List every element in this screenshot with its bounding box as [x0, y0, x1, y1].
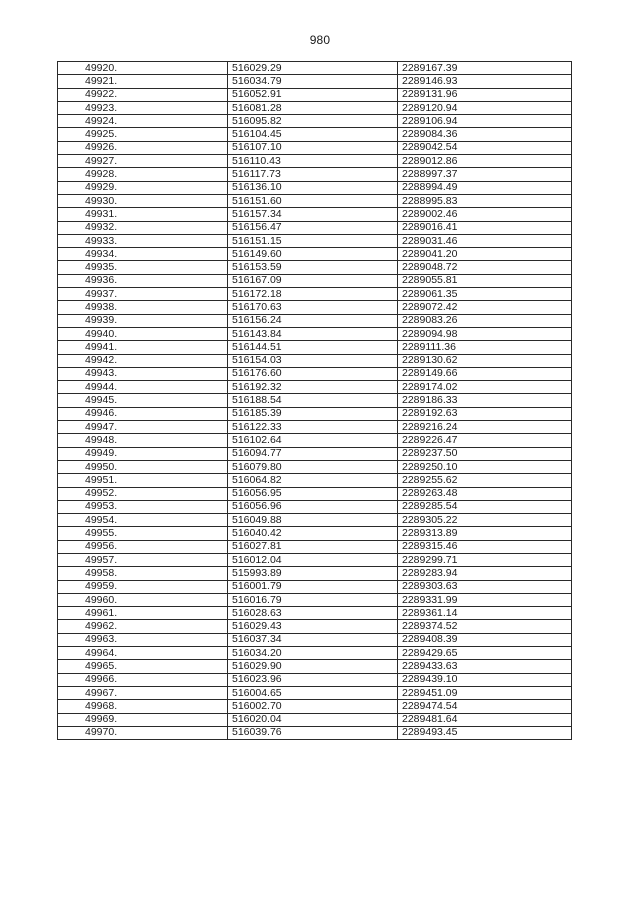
point-id-cell: 49959.: [58, 580, 228, 593]
x-coordinate-cell: 516028.63: [228, 607, 398, 620]
point-id-cell: 49958.: [58, 567, 228, 580]
table-row: [58, 341, 572, 354]
x-coordinate-cell: 516094.77: [228, 447, 398, 460]
table-row: [58, 248, 572, 261]
table-row: [58, 288, 572, 301]
point-id-cell: 49922.: [58, 88, 228, 101]
table-row: [58, 647, 572, 660]
point-id-cell: 49956.: [58, 540, 228, 553]
point-id-cell: 49934.: [58, 248, 228, 261]
point-id-cell: 49953.: [58, 500, 228, 513]
table-row: [58, 567, 572, 580]
table-row: [58, 301, 572, 314]
table-row: [58, 407, 572, 420]
coordinate-table: [57, 61, 572, 740]
y-coordinate-cell: 2289250.10: [398, 460, 572, 473]
x-coordinate-cell: 516154.03: [228, 354, 398, 367]
y-coordinate-cell: 2289433.63: [398, 660, 572, 673]
x-coordinate-cell: 516079.80: [228, 460, 398, 473]
table-row: [58, 686, 572, 699]
table-row: [58, 434, 572, 447]
y-coordinate-cell: 2289331.99: [398, 593, 572, 606]
table-row: [58, 460, 572, 473]
point-id-cell: 49920.: [58, 62, 228, 75]
y-coordinate-cell: 2289408.39: [398, 633, 572, 646]
x-coordinate-cell: 516095.82: [228, 115, 398, 128]
x-coordinate-cell: 516040.42: [228, 527, 398, 540]
page-number: 980: [309, 33, 331, 47]
point-id-cell: 49964.: [58, 647, 228, 660]
y-coordinate-cell: 2289303.63: [398, 580, 572, 593]
y-coordinate-cell: 2289130.62: [398, 354, 572, 367]
x-coordinate-cell: 516107.10: [228, 141, 398, 154]
point-id-cell: 49925.: [58, 128, 228, 141]
x-coordinate-cell: 516153.59: [228, 261, 398, 274]
x-coordinate-cell: 516110.43: [228, 155, 398, 168]
table-row: [58, 62, 572, 75]
x-coordinate-cell: 516144.51: [228, 341, 398, 354]
point-id-cell: 49948.: [58, 434, 228, 447]
table-row: [58, 713, 572, 726]
y-coordinate-cell: 2289111.36: [398, 341, 572, 354]
y-coordinate-cell: 2289429.65: [398, 647, 572, 660]
x-coordinate-cell: 516151.60: [228, 194, 398, 207]
table-row: [58, 354, 572, 367]
point-id-cell: 49950.: [58, 460, 228, 473]
point-id-cell: 49929.: [58, 181, 228, 194]
table-row: [58, 75, 572, 88]
point-id-cell: 49924.: [58, 115, 228, 128]
x-coordinate-cell: 516172.18: [228, 288, 398, 301]
table-row: [58, 128, 572, 141]
point-id-cell: 49951.: [58, 474, 228, 487]
x-coordinate-cell: 516081.28: [228, 101, 398, 114]
x-coordinate-cell: 516001.79: [228, 580, 398, 593]
y-coordinate-cell: 2289002.46: [398, 208, 572, 221]
y-coordinate-cell: 2289055.81: [398, 274, 572, 287]
point-id-cell: 49960.: [58, 593, 228, 606]
point-id-cell: 49944.: [58, 381, 228, 394]
point-id-cell: 49923.: [58, 101, 228, 114]
y-coordinate-cell: 2289072.42: [398, 301, 572, 314]
y-coordinate-cell: 2289237.50: [398, 447, 572, 460]
point-id-cell: 49962.: [58, 620, 228, 633]
point-id-cell: 49966.: [58, 673, 228, 686]
y-coordinate-cell: 2289012.86: [398, 155, 572, 168]
point-id-cell: 49936.: [58, 274, 228, 287]
point-id-cell: 49968.: [58, 700, 228, 713]
x-coordinate-cell: 516029.43: [228, 620, 398, 633]
y-coordinate-cell: 2289216.24: [398, 421, 572, 434]
y-coordinate-cell: 2289299.71: [398, 553, 572, 566]
y-coordinate-cell: 2289451.09: [398, 686, 572, 699]
point-id-cell: 49935.: [58, 261, 228, 274]
table-row: [58, 327, 572, 340]
point-id-cell: 49963.: [58, 633, 228, 646]
y-coordinate-cell: 2289146.93: [398, 75, 572, 88]
point-id-cell: 49942.: [58, 354, 228, 367]
table-row: [58, 141, 572, 154]
table-row: [58, 726, 572, 739]
point-id-cell: 49947.: [58, 421, 228, 434]
x-coordinate-cell: 516167.09: [228, 274, 398, 287]
x-coordinate-cell: 516023.96: [228, 673, 398, 686]
x-coordinate-cell: 516170.63: [228, 301, 398, 314]
point-id-cell: 49931.: [58, 208, 228, 221]
table-row: [58, 115, 572, 128]
table-row: [58, 474, 572, 487]
table-row: [58, 155, 572, 168]
y-coordinate-cell: 2289481.64: [398, 713, 572, 726]
y-coordinate-cell: 2289305.22: [398, 514, 572, 527]
x-coordinate-cell: 516122.33: [228, 421, 398, 434]
x-coordinate-cell: 516049.88: [228, 514, 398, 527]
y-coordinate-cell: 2289016.41: [398, 221, 572, 234]
x-coordinate-cell: 516020.04: [228, 713, 398, 726]
y-coordinate-cell: 2289106.94: [398, 115, 572, 128]
table-row: [58, 194, 572, 207]
y-coordinate-cell: 2288995.83: [398, 194, 572, 207]
point-id-cell: 49965.: [58, 660, 228, 673]
x-coordinate-cell: 516136.10: [228, 181, 398, 194]
x-coordinate-cell: 515993.89: [228, 567, 398, 580]
y-coordinate-cell: 2289041.20: [398, 248, 572, 261]
point-id-cell: 49939.: [58, 314, 228, 327]
point-id-cell: 49937.: [58, 288, 228, 301]
x-coordinate-cell: 516188.54: [228, 394, 398, 407]
point-id-cell: 49945.: [58, 394, 228, 407]
y-coordinate-cell: 2289167.39: [398, 62, 572, 75]
point-id-cell: 49938.: [58, 301, 228, 314]
y-coordinate-cell: 2289315.46: [398, 540, 572, 553]
y-coordinate-cell: 2289120.94: [398, 101, 572, 114]
table-row: [58, 593, 572, 606]
x-coordinate-cell: 516064.82: [228, 474, 398, 487]
table-row: [58, 221, 572, 234]
table-row: [58, 540, 572, 553]
point-id-cell: 49970.: [58, 726, 228, 739]
table-row: [58, 553, 572, 566]
y-coordinate-cell: 2289285.54: [398, 500, 572, 513]
y-coordinate-cell: 2289083.26: [398, 314, 572, 327]
table-row: [58, 88, 572, 101]
y-coordinate-cell: 2289374.52: [398, 620, 572, 633]
x-coordinate-cell: 516037.34: [228, 633, 398, 646]
table-row: [58, 101, 572, 114]
y-coordinate-cell: 2289084.36: [398, 128, 572, 141]
table-row: [58, 580, 572, 593]
table-row: [58, 487, 572, 500]
table-row: [58, 314, 572, 327]
point-id-cell: 49930.: [58, 194, 228, 207]
y-coordinate-cell: 2289174.02: [398, 381, 572, 394]
table-row: [58, 660, 572, 673]
point-id-cell: 49927.: [58, 155, 228, 168]
x-coordinate-cell: 516176.60: [228, 367, 398, 380]
y-coordinate-cell: 2289255.62: [398, 474, 572, 487]
table-row: [58, 381, 572, 394]
x-coordinate-cell: 516034.79: [228, 75, 398, 88]
point-id-cell: 49943.: [58, 367, 228, 380]
table-row: [58, 633, 572, 646]
y-coordinate-cell: 2288994.49: [398, 181, 572, 194]
y-coordinate-cell: 2289493.45: [398, 726, 572, 739]
x-coordinate-cell: 516034.20: [228, 647, 398, 660]
y-coordinate-cell: 2289042.54: [398, 141, 572, 154]
x-coordinate-cell: 516016.79: [228, 593, 398, 606]
point-id-cell: 49933.: [58, 234, 228, 247]
y-coordinate-cell: 2288997.37: [398, 168, 572, 181]
point-id-cell: 49921.: [58, 75, 228, 88]
table-row: [58, 700, 572, 713]
table-row: [58, 607, 572, 620]
coordinate-table-body: [58, 62, 572, 740]
x-coordinate-cell: 516029.29: [228, 62, 398, 75]
y-coordinate-cell: 2289061.35: [398, 288, 572, 301]
y-coordinate-cell: 2289048.72: [398, 261, 572, 274]
x-coordinate-cell: 516104.45: [228, 128, 398, 141]
point-id-cell: 49928.: [58, 168, 228, 181]
point-id-cell: 49946.: [58, 407, 228, 420]
table-row: [58, 208, 572, 221]
x-coordinate-cell: 516102.64: [228, 434, 398, 447]
table-row: [58, 181, 572, 194]
x-coordinate-cell: 516029.90: [228, 660, 398, 673]
table-row: [58, 367, 572, 380]
x-coordinate-cell: 516149.60: [228, 248, 398, 261]
table-row: [58, 514, 572, 527]
point-id-cell: 49967.: [58, 686, 228, 699]
x-coordinate-cell: 516004.65: [228, 686, 398, 699]
table-row: [58, 261, 572, 274]
table-row: [58, 421, 572, 434]
x-coordinate-cell: 516117.73: [228, 168, 398, 181]
x-coordinate-cell: 516185.39: [228, 407, 398, 420]
point-id-cell: 49954.: [58, 514, 228, 527]
y-coordinate-cell: 2289149.66: [398, 367, 572, 380]
table-row: [58, 673, 572, 686]
point-id-cell: 49941.: [58, 341, 228, 354]
x-coordinate-cell: 516192.32: [228, 381, 398, 394]
point-id-cell: 49949.: [58, 447, 228, 460]
point-id-cell: 49932.: [58, 221, 228, 234]
x-coordinate-cell: 516151.15: [228, 234, 398, 247]
y-coordinate-cell: 2289361.14: [398, 607, 572, 620]
x-coordinate-cell: 516002.70: [228, 700, 398, 713]
y-coordinate-cell: 2289031.46: [398, 234, 572, 247]
x-coordinate-cell: 516052.91: [228, 88, 398, 101]
table-row: [58, 447, 572, 460]
y-coordinate-cell: 2289439.10: [398, 673, 572, 686]
table-row: [58, 274, 572, 287]
table-row: [58, 168, 572, 181]
x-coordinate-cell: 516056.95: [228, 487, 398, 500]
point-id-cell: 49957.: [58, 553, 228, 566]
x-coordinate-cell: 516157.34: [228, 208, 398, 221]
y-coordinate-cell: 2289313.89: [398, 527, 572, 540]
y-coordinate-cell: 2289131.96: [398, 88, 572, 101]
y-coordinate-cell: 2289192.63: [398, 407, 572, 420]
x-coordinate-cell: 516056.96: [228, 500, 398, 513]
point-id-cell: 49940.: [58, 327, 228, 340]
x-coordinate-cell: 516012.04: [228, 553, 398, 566]
table-row: [58, 500, 572, 513]
x-coordinate-cell: 516143.84: [228, 327, 398, 340]
table-row: [58, 527, 572, 540]
y-coordinate-cell: 2289263.48: [398, 487, 572, 500]
point-id-cell: 49961.: [58, 607, 228, 620]
point-id-cell: 49955.: [58, 527, 228, 540]
y-coordinate-cell: 2289226.47: [398, 434, 572, 447]
x-coordinate-cell: 516039.76: [228, 726, 398, 739]
table-row: [58, 620, 572, 633]
y-coordinate-cell: 2289094.98: [398, 327, 572, 340]
x-coordinate-cell: 516156.24: [228, 314, 398, 327]
x-coordinate-cell: 516156.47: [228, 221, 398, 234]
table-row: [58, 234, 572, 247]
y-coordinate-cell: 2289474.54: [398, 700, 572, 713]
x-coordinate-cell: 516027.81: [228, 540, 398, 553]
point-id-cell: 49969.: [58, 713, 228, 726]
y-coordinate-cell: 2289186.33: [398, 394, 572, 407]
point-id-cell: 49926.: [58, 141, 228, 154]
point-id-cell: 49952.: [58, 487, 228, 500]
table-row: [58, 394, 572, 407]
y-coordinate-cell: 2289283.94: [398, 567, 572, 580]
